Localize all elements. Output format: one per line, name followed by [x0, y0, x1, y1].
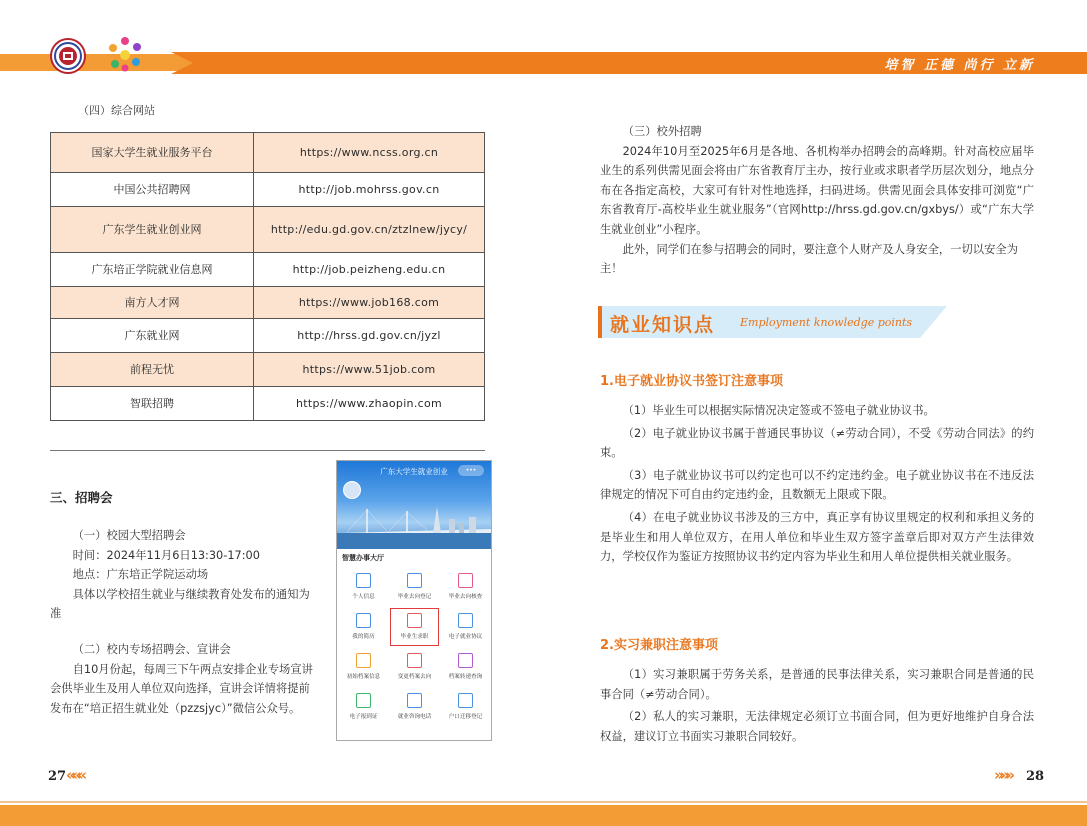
- service-item[interactable]: [440, 607, 491, 647]
- service-item[interactable]: [338, 647, 389, 687]
- internship-list: [600, 665, 1034, 749]
- site-url-link[interactable]: http://job.peizheng.edu.cn: [254, 253, 485, 287]
- site-url-link[interactable]: https://www.51job.com: [254, 353, 485, 387]
- site-name-cell: 广东就业网: [51, 319, 254, 353]
- site-url-link[interactable]: http://job.mohrss.gov.cn: [254, 173, 485, 207]
- service-item-label: 个人信息: [352, 594, 375, 600]
- file-change-icon: [407, 653, 422, 668]
- graduation-cap-icon: [407, 613, 422, 628]
- chevrons-left-icon: «««: [66, 766, 84, 784]
- campus-fair-block: [50, 526, 318, 624]
- special-fair-block: [50, 640, 318, 718]
- footer-line: [0, 801, 1087, 803]
- service-item-label: 毕业去向登记: [397, 594, 432, 600]
- service-item[interactable]: [440, 687, 491, 727]
- list-item: （2）电子就业协议书属于普通民事协议（≠劳动合同），不受《劳动合同法》的约束。: [600, 426, 1034, 460]
- offcampus-paragraph: 2024年10月至2025年6月是各地、各机构举办招聘会的高峰期。针对高校应届毕业生的系列供需见面会将由广东省教育厅主办，按行业或求职者学历层次划分，地点分布在各指定高校，大家可有针对性地选择，扫码进场。供需见面会具体安排可浏览“广东省教育厅-高校毕业生就业服务”（官网http://hrss.gd.gov.cn/gxbys/）或“广东大学生就业创业”小程序。: [600, 144, 1034, 236]
- service-item-label: 初始档案信息: [346, 674, 381, 680]
- list-item: （1）毕业生可以根据实际情况决定签或不签电子就业协议书。: [622, 404, 935, 417]
- offcampus-block: [600, 122, 1034, 279]
- table-divider: [50, 450, 485, 451]
- service-item[interactable]: [440, 567, 491, 607]
- phone-icon: [407, 693, 422, 708]
- table-row: [51, 207, 485, 253]
- phone-title: 广东大学生就业创业: [380, 467, 448, 476]
- site-url-link[interactable]: http://hrss.gd.gov.cn/jyzl: [254, 319, 485, 353]
- site-name-cell: 广东培正学院就业信息网: [51, 253, 254, 287]
- smart-hall-label: 智慧办事大厅: [342, 554, 384, 562]
- websites-table: [50, 132, 485, 421]
- phone-menu-icon[interactable]: •••: [458, 465, 484, 476]
- shield-check-icon: [458, 573, 473, 588]
- section-websites-label: （四）综合网站: [78, 104, 155, 117]
- chevrons-right-icon: »»»: [994, 766, 1012, 784]
- offcampus-title: （三）校外招聘: [622, 125, 702, 138]
- job-fair-heading: 三、招聘会: [50, 490, 113, 505]
- service-item[interactable]: [389, 687, 440, 727]
- banner-title: 就业知识点: [610, 314, 716, 336]
- service-item[interactable]: [338, 607, 389, 647]
- list-item: （3）电子就业协议书可以约定也可以不约定违约金。电子就业协议书在不违反法律规定的情况下可自由约定违约金，且数额无上限或下限。: [600, 468, 1034, 502]
- special-fair-title: （二）校内专场招聘会、宣讲会: [72, 643, 231, 656]
- table-row: [51, 173, 485, 207]
- table-row: [51, 387, 485, 421]
- page-number-left: 27: [48, 769, 67, 784]
- site-name-cell: 前程无忧: [51, 353, 254, 387]
- list-item: （2）私人的实习兼职，无法律规定必须订立书面合同，但为更好地维护自身合法权益，建议订立书面实习兼职合同较好。: [600, 710, 1034, 743]
- service-item-label: 档案转递查询: [448, 674, 483, 680]
- site-url-link[interactable]: https://www.ncss.org.cn: [254, 133, 485, 173]
- service-item-label: 我的简历: [352, 634, 375, 640]
- service-item-label: 毕业去向核查: [448, 594, 483, 600]
- banner-subtitle: Employment knowledge points: [740, 316, 913, 329]
- service-item-label: 毕业生求职: [400, 634, 429, 640]
- header-slogan: 培智 正德 尚行 立新: [884, 58, 1035, 73]
- folder-icon: [356, 613, 371, 628]
- footer-band: [0, 805, 1087, 826]
- campus-fair-place: 地点：广东培正学院运动场: [72, 568, 209, 582]
- campus-fair-title: （一）校园大型招聘会: [72, 529, 186, 542]
- service-item[interactable]: [440, 647, 491, 687]
- service-item-label: 变更档案去向: [397, 674, 432, 680]
- table-row: [51, 253, 485, 287]
- table-row: [51, 133, 485, 173]
- service-item[interactable]: [338, 687, 389, 727]
- briefcase-icon: [407, 573, 422, 588]
- service-item[interactable]: [389, 607, 440, 647]
- page-number-right: 28: [1026, 769, 1045, 784]
- table-row: [51, 287, 485, 319]
- service-item-label: 就业咨询电话: [397, 714, 432, 720]
- site-name-cell: 南方人才网: [51, 287, 254, 319]
- site-url-link[interactable]: https://www.zhaopin.com: [254, 387, 485, 421]
- service-item[interactable]: [338, 567, 389, 607]
- site-url-link[interactable]: http://edu.gd.gov.cn/ztzlnew/jycy/: [254, 207, 485, 253]
- site-name-cell: 广东学生就业创业网: [51, 207, 254, 253]
- envelope-icon: [458, 653, 473, 668]
- school-seal-logo: [50, 38, 86, 74]
- table-row: [51, 353, 485, 387]
- id-card-icon: [356, 573, 371, 588]
- service-item[interactable]: [389, 647, 440, 687]
- site-name-cell: 中国公共招聘网: [51, 173, 254, 207]
- service-item-label: 电子报到证: [349, 714, 378, 720]
- document-icon: [458, 613, 473, 628]
- site-url-link[interactable]: https://www.job168.com: [254, 287, 485, 319]
- table-row: [51, 319, 485, 353]
- file-list-icon: [356, 653, 371, 668]
- special-fair-detail: 自10月份起，每周三下午两点安排企业专场宣讲会供毕业生及用人单位双向选择，宣讲会详情将提前发布在“培正招生就业处（pzzsjyc）”微信公众号。: [50, 662, 313, 715]
- campus-fair-time: 时间：2024年11月6日13:30-17:00: [72, 548, 260, 562]
- bridge-skyline-image: [337, 507, 491, 549]
- list-item: （4）在电子就业协议书涉及的三方中，真正享有协议里规定的权利和承担义务的是毕业生和用人单位双方，在用人单位和毕业生双方签字盖章后即对双方产生法律效力，学校仅作为鉴证方按照协议书约定内容为毕业生和用人单位提供相关就业服务。: [600, 510, 1034, 564]
- service-item-label: 户口迁移登记: [448, 714, 483, 720]
- service-item[interactable]: [389, 567, 440, 607]
- campus-fair-detail: 具体以学校招生就业与继续教育处发布的通知为准: [50, 587, 310, 621]
- clipboard-icon: [458, 693, 473, 708]
- agreement-list: [600, 401, 1034, 570]
- safety-paragraph: 此外，同学们在参与招聘会的同时，要注意个人财产及人身安全，一切以安全为主！: [600, 242, 1018, 276]
- colorful-people-logo: [104, 34, 146, 76]
- site-name-cell: 国家大学生就业服务平台: [51, 133, 254, 173]
- agreement-heading: 1.电子就业协议书签订注意事项: [600, 374, 783, 389]
- internship-heading: 2.实习兼职注意事项: [600, 638, 718, 653]
- site-name-cell: 智联招聘: [51, 387, 254, 421]
- mini-program-screenshot: [336, 460, 492, 741]
- avatar[interactable]: [343, 481, 361, 499]
- list-item: （1）实习兼职属于劳务关系，是普通的民事法律关系，实习兼职合同是普通的民事合同（≠劳动合同）。: [600, 668, 1034, 701]
- certificate-icon: [356, 693, 371, 708]
- service-item-label: 电子就业协议: [448, 634, 483, 640]
